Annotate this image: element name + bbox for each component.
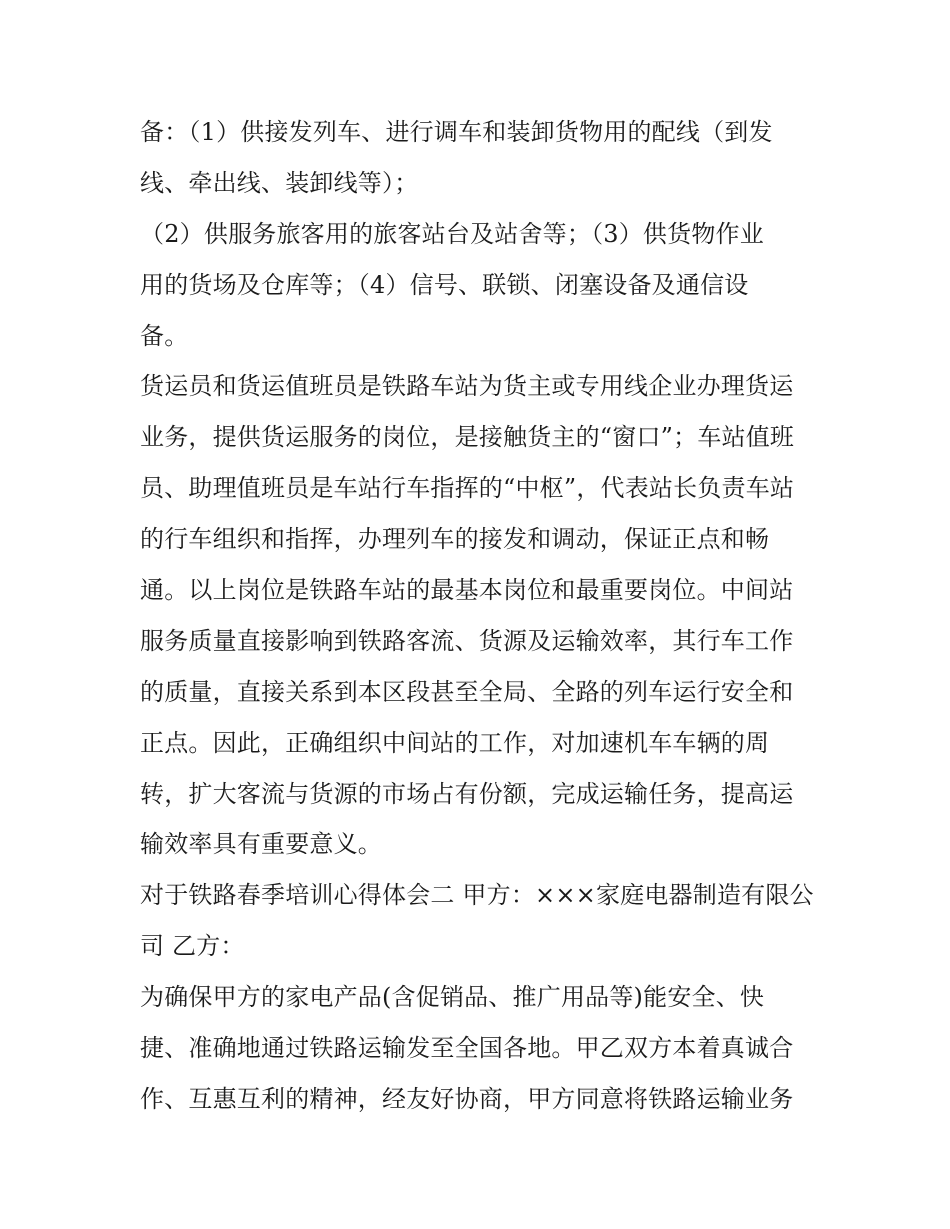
text-line: 正点。因此，正确组织中间站的工作，对加速机车车辆的周 — [140, 728, 770, 757]
text-line: 备：（1）供接发列车、进行调车和装卸货物用的配线（到发 — [140, 118, 773, 146]
text-line: 作、互惠互利的精神，经友好协商，甲方同意将铁路运输业务 — [140, 1084, 794, 1113]
text-line: 通。以上岗位是铁路车站的最基本岗位和最重要岗位。中间站 — [140, 576, 794, 605]
text-line: 输效率具有重要意义。 — [140, 830, 382, 859]
text-line: 业务，提供货运服务的岗位，是接触货主的“窗口”；车站值班 — [140, 423, 795, 452]
text-line: 的行车组织和指挥，办理列车的接发和调动，保证正点和畅 — [140, 525, 770, 554]
text-line: 员、助理值班员是车站行车指挥的“中枢”，代表站长负责车站 — [140, 474, 795, 503]
text-line: 捷、准确地通过铁路运输发至全国各地。甲乙双方本着真诚合 — [140, 1034, 794, 1063]
text-line: 备。 — [140, 321, 189, 350]
text-line: 的质量，直接关系到本区段甚至全局、全路的列车运行安全和 — [140, 677, 794, 706]
text-line: 对于铁路春季培训心得体会二 甲方：×××家庭电器制造有限公 — [140, 881, 814, 910]
document-body — [140, 107, 820, 1125]
text-line: （2）供服务旅客用的旅客站台及站舍等；（3）供货物作业 — [140, 219, 764, 248]
text-line: 服务质量直接影响到铁路客流、货源及运输效率，其行车工作 — [140, 626, 794, 655]
text-line: 司 乙方： — [140, 932, 245, 961]
text-line: 为确保甲方的家电产品(含促销品、推广用品等)能安全、快 — [140, 983, 765, 1012]
text-line: 转，扩大客流与货源的市场占有份额，完成运输任务，提高运 — [140, 779, 794, 808]
text-line: 线、牵出线、装卸线等）； — [140, 168, 419, 197]
text-line: 货运员和货运值班员是铁路车站为货主或专用线企业办理货运 — [140, 372, 794, 401]
text-line: 用的货场及仓库等；（4）信号、联锁、闭塞设备及通信设 — [140, 270, 749, 299]
